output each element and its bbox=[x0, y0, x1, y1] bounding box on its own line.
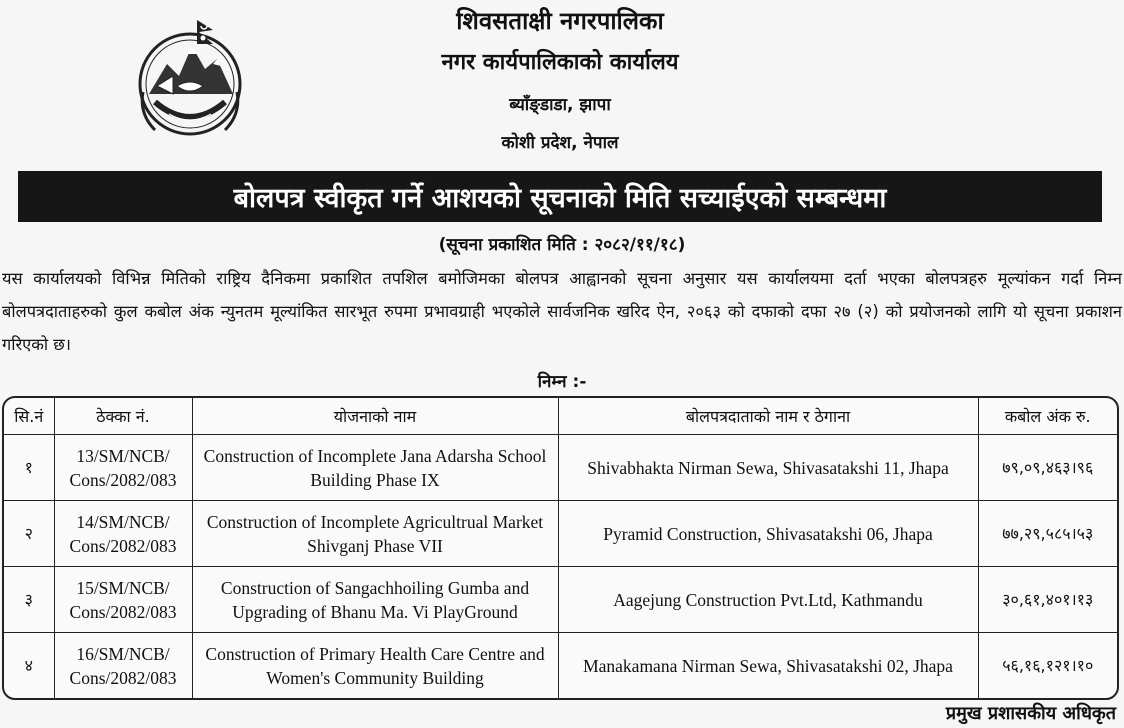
signatory-title: प्रमुख प्रशासकीय अधिकृत bbox=[945, 703, 1116, 724]
bid-table-frame bbox=[2, 396, 1119, 700]
cell-contract-no: 13/SM/NCB/ Cons/2082/083 bbox=[54, 435, 192, 501]
notice-title-banner bbox=[18, 171, 1102, 222]
notice-body: यस कार्यालयको विभिन्न मितिको राष्ट्रिय दैनिकमा प्रकाशित तपशिल बमोजिमका बोलपत्र आह्वानको सूचना अनुसार यस कार्यालयमा दर्ता भएका बोलपत्रहरु मूल्यांकन गर्दा निम्न बोलपत्रदाताहरुको कुल कबोल अंक न्युनतम मूल्यांकित सारभूत रुपमा प्रभावग्राही भएकोले सार्वजनिक खरिद ऐन, २०६३ को दफाको दफा २७ (२) को प्रयोजनको लागि यो सूचना प्रकाशन गरिएको छ। bbox=[2, 269, 1122, 354]
cell-amount: ७७,२९,५८५।५३ bbox=[978, 501, 1117, 567]
cell-bidder: Pyramid Construction, Shivasatakshi 06, Jhapa bbox=[558, 501, 978, 567]
office-name: नगर कार्यपालिकाको कार्यालय bbox=[441, 50, 679, 75]
cell-amount: ५६,१६,१२१।१० bbox=[978, 633, 1117, 698]
province-country: कोशी प्रदेश, नेपाल bbox=[501, 133, 619, 153]
cell-project-name: Construction of Primary Health Care Centre and Women's Community Building bbox=[192, 633, 558, 698]
list-heading: निम्न :- bbox=[537, 372, 587, 392]
table-header-row bbox=[4, 398, 1117, 435]
table-row bbox=[4, 633, 1117, 698]
cell-bidder: Shivabhakta Nirman Sewa, Shivasatakshi 11, Jhapa bbox=[558, 435, 978, 501]
table-row bbox=[4, 435, 1117, 501]
cell-contract-no: 15/SM/NCB/ Cons/2082/083 bbox=[54, 567, 192, 633]
table-row bbox=[4, 567, 1117, 633]
col-header-bidder: बोलपत्रदाताको नाम र ठेगाना bbox=[558, 398, 978, 435]
cell-bidder: Manakamana Nirman Sewa, Shivasatakshi 02, Jhapa bbox=[558, 633, 978, 698]
col-header-project-name: योजनाको नाम bbox=[192, 398, 558, 435]
cell-amount: ७९,०९,४६३।९६ bbox=[978, 435, 1117, 501]
office-location: ब्याँङ्डाडा, झापा bbox=[509, 95, 611, 115]
cell-sn: ३ bbox=[4, 567, 54, 633]
cell-sn: १ bbox=[4, 435, 54, 501]
table-row bbox=[4, 501, 1117, 567]
notice-title: बोलपत्र स्वीकृत गर्ने आशयको सूचनाको मिति सच्याईएको सम्बन्धमा bbox=[233, 183, 887, 214]
col-header-amount: कबोल अंक रु. bbox=[978, 398, 1117, 435]
cell-project-name: Construction of Sangachhoiling Gumba and Upgrading of Bhanu Ma. Vi PlayGround bbox=[192, 567, 558, 633]
bid-table bbox=[4, 398, 1117, 698]
cell-sn: ४ bbox=[4, 633, 54, 698]
cell-project-name: Construction of Incomplete Jana Adarsha School Building Phase IX bbox=[192, 435, 558, 501]
cell-contract-no: 14/SM/NCB/ Cons/2082/083 bbox=[54, 501, 192, 567]
municipality-name: शिवसताक्षी नगरपालिका bbox=[456, 7, 664, 35]
cell-contract-no: 16/SM/NCB/ Cons/2082/083 bbox=[54, 633, 192, 698]
cell-sn: २ bbox=[4, 501, 54, 567]
published-date: (सूचना प्रकाशित मिति : २०८२/११/१८) bbox=[438, 235, 686, 255]
government-emblem-icon bbox=[137, 14, 243, 142]
cell-amount: ३०,६१,४०१।१३ bbox=[978, 567, 1117, 633]
cell-project-name: Construction of Incomplete Agricultrual Market Shivganj Phase VII bbox=[192, 501, 558, 567]
cell-bidder: Aagejung Construction Pvt.Ltd, Kathmandu bbox=[558, 567, 978, 633]
col-header-sn: सि.नं bbox=[4, 398, 54, 435]
col-header-contract-no: ठेक्का नं. bbox=[54, 398, 192, 435]
